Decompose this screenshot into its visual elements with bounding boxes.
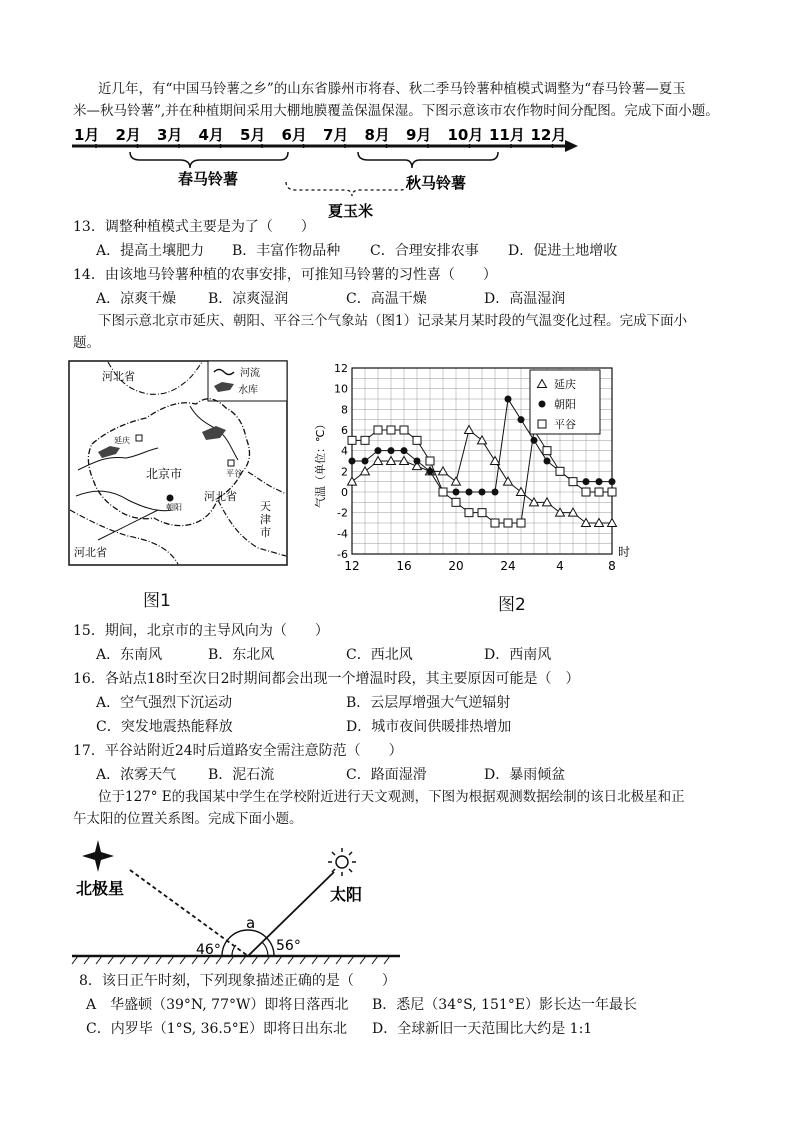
intro-1-line-2: 米—秋马铃薯”,并在种植期间采用大棚地膜覆盖保温保湿。下图示意该市农作物时间分配图。完成下面小题。 <box>73 103 719 119</box>
question-15: 15．期间，北京市的主导风向为（ ） <box>73 623 329 639</box>
question-14: 14．由该地马铃薯种植的农事安排，可推知马铃薯的习性喜（ ） <box>73 267 497 283</box>
spring-potato-label: 春马铃薯 <box>178 170 239 188</box>
q15-option-a: A．东南风 <box>96 647 163 663</box>
month-label: 10月 <box>447 126 484 144</box>
angle-46-label: 46° <box>196 942 221 958</box>
data-point-triangle <box>478 436 487 444</box>
y-tick-label: 10 <box>334 382 348 396</box>
temperature-chart <box>308 358 638 580</box>
q17-option-d: D．暴雨倾盆 <box>484 767 566 783</box>
q16-option-c: C．突发地震热能释放 <box>96 719 233 735</box>
q18-option-d: D．全球新旧一天范围比大约是 1:1 <box>372 1021 593 1037</box>
data-point-circle <box>492 489 499 496</box>
x-unit-label: 时 <box>618 545 631 559</box>
data-point-square <box>608 488 616 496</box>
q17-option-b: B．泥石流 <box>208 767 275 783</box>
map-label-tianjin-3: 市 <box>260 526 271 539</box>
y-tick-label: -4 <box>337 527 348 541</box>
y-tick-label: 0 <box>341 486 348 499</box>
figure-1-caption: 图1 <box>143 591 171 611</box>
month-label: 4月 <box>198 126 224 144</box>
data-point-square <box>452 498 460 506</box>
polaris-label: 北极星 <box>76 879 125 898</box>
data-point-square <box>400 426 408 434</box>
q18-option-c: C．内罗毕（1°S, 36.5°E）即将日出东北 <box>86 1021 348 1037</box>
month-label: 2月 <box>115 126 141 144</box>
y-tick-label: 12 <box>334 362 348 375</box>
q17-option-a: A．浓雾天气 <box>96 767 177 783</box>
legend-marker-square <box>538 420 546 428</box>
data-point-square <box>374 426 382 434</box>
q13-option-b: B．丰富作物品种 <box>232 243 341 259</box>
data-point-triangle <box>543 498 552 506</box>
data-point-circle <box>349 458 356 465</box>
intro-3-line-1: 位于127° E的我国某中学生在学校附近进行天文观测，下图为根据观测数据绘制的该日北极星和正 <box>98 789 685 805</box>
data-point-square <box>413 436 421 444</box>
polaris-star-icon <box>82 840 114 872</box>
data-point-circle <box>401 447 408 454</box>
y-tick-label: -6 <box>337 548 348 561</box>
q14-option-a: A．凉爽干燥 <box>96 291 177 307</box>
data-point-triangle <box>361 467 370 475</box>
chart-y-axis-label: 气温（单位：℃） <box>314 418 327 508</box>
x-tick-label: 12 <box>344 559 360 573</box>
q14-option-b: B．凉爽湿润 <box>208 291 289 307</box>
q13-option-d: D．促进土地增收 <box>508 243 618 259</box>
month-label: 12月 <box>530 126 567 144</box>
data-point-square <box>387 426 395 434</box>
legend-label: 朝阳 <box>554 398 576 411</box>
figure-2-caption: 图2 <box>498 595 526 615</box>
data-point-square <box>465 509 473 517</box>
data-point-triangle <box>504 477 513 485</box>
map-label-tianjin-1: 天 <box>260 500 271 513</box>
legend-marker-circle <box>539 401 546 408</box>
intro-3-line-2: 午太阳的位置关系图。完成下面小题。 <box>73 811 303 827</box>
data-point-circle <box>375 447 382 454</box>
map-label-beijing: 北京市 <box>146 467 183 481</box>
polaris-sun-diagram <box>68 836 408 968</box>
q18-option-b: B．悉尼（34°S, 151°E）影长达一年最长 <box>372 997 638 1013</box>
data-point-square <box>556 467 564 475</box>
map-label-tianjin-2: 津 <box>260 513 271 526</box>
map-label-hebei-north: 河北省 <box>102 370 135 383</box>
question-17: 17．平谷站附近24时后道路安全需注意防范（ ） <box>73 743 403 759</box>
data-point-square <box>478 509 486 517</box>
month-label: 9月 <box>406 126 432 144</box>
data-point-triangle <box>517 488 526 496</box>
data-point-circle <box>609 478 616 485</box>
crop-timeline <box>60 122 590 222</box>
angle-a-label: a <box>246 914 256 932</box>
q13-option-c: C．合理安排农事 <box>370 243 479 259</box>
data-point-circle <box>362 458 369 465</box>
beijing-map <box>68 360 288 566</box>
data-point-circle <box>479 489 486 496</box>
data-point-circle <box>453 489 460 496</box>
data-point-triangle <box>465 426 474 434</box>
q13-option-a: A．提高土壤肥力 <box>96 243 205 259</box>
q18-option-a: A 华盛顿（39°N, 77°W）即将日落西北 <box>86 997 349 1013</box>
q16-option-d: D．城市夜间供暖排热增加 <box>346 719 512 735</box>
x-tick-label: 8 <box>608 559 616 573</box>
data-point-square <box>439 488 447 496</box>
data-point-circle <box>544 458 551 465</box>
data-point-triangle <box>530 498 539 506</box>
sun-icon <box>328 848 356 876</box>
data-point-circle <box>531 437 538 444</box>
data-point-square <box>361 436 369 444</box>
y-tick-label: 4 <box>341 444 348 458</box>
month-label: 7月 <box>323 126 349 144</box>
q17-option-c: C．路面湿滑 <box>346 767 427 783</box>
q15-option-c: C．西北风 <box>346 647 413 663</box>
data-point-circle <box>427 468 434 475</box>
data-point-triangle <box>348 477 357 485</box>
data-point-circle <box>596 478 603 485</box>
sun-label: 太阳 <box>330 885 363 904</box>
q14-option-d: D．高温湿润 <box>484 291 566 307</box>
data-point-circle <box>505 396 512 403</box>
data-point-square <box>426 457 434 465</box>
intro-2-line-2: 题。 <box>73 335 100 351</box>
map-label-hebei-south: 河北省 <box>74 546 107 559</box>
data-point-circle <box>388 447 395 454</box>
data-point-square <box>517 519 525 527</box>
question-18: 8．该日正午时刻，下列现象描述正确的是（ ） <box>79 973 396 989</box>
map-label-yanqing: 延庆 <box>114 436 130 445</box>
data-point-square <box>348 436 356 444</box>
month-label: 5月 <box>240 126 266 144</box>
data-point-circle <box>414 458 421 465</box>
data-point-circle <box>518 416 525 423</box>
y-tick-label: 2 <box>341 465 348 479</box>
q15-option-d: D．西南风 <box>484 647 552 663</box>
x-tick-label: 4 <box>556 559 564 573</box>
question-13: 13．调整种植模式主要是为了（ ） <box>73 219 315 235</box>
data-point-square <box>582 488 590 496</box>
chaoyang-station-icon <box>167 495 174 502</box>
autumn-potato-label: 秋马铃薯 <box>406 174 467 192</box>
month-label: 8月 <box>364 126 390 144</box>
summer-corn-label: 夏玉米 <box>328 202 374 220</box>
angle-56-label: 56° <box>276 938 301 954</box>
data-point-square <box>595 488 603 496</box>
y-tick-label: -2 <box>337 506 348 520</box>
question-16: 16．各站点18时至次日2时期间都会出现一个增温时段，其主要原因可能是（ ） <box>73 671 580 687</box>
data-point-square <box>491 519 499 527</box>
x-tick-label: 16 <box>396 559 412 573</box>
data-point-circle <box>583 478 590 485</box>
q16-option-b: B．云层厚增强大气逆辐射 <box>346 695 511 711</box>
pinggu-station-icon <box>228 460 234 466</box>
data-point-square <box>504 519 512 527</box>
data-point-square <box>543 447 551 455</box>
intro-2-line-1: 下图示意北京市延庆、朝阳、平谷三个气象站（图1）记录某月某时段的气温变化过程。完成下面小 <box>98 313 688 329</box>
q14-option-c: C．高温干燥 <box>346 291 427 307</box>
data-point-circle <box>466 489 473 496</box>
intro-1-line-1: 近几年，有“中国马铃薯之乡”的山东省滕州市将春、秋二季马铃薯种植模式调整为“春马铃薯—夏玉 <box>98 81 686 97</box>
month-label: 3月 <box>157 126 183 144</box>
data-point-triangle <box>491 457 500 465</box>
month-label: 1月 <box>74 126 100 144</box>
yanqing-station-icon <box>136 435 142 441</box>
legend-label: 平谷 <box>554 418 576 431</box>
legend-river-label: 河流 <box>240 368 260 379</box>
data-point-square <box>569 478 577 486</box>
q16-option-a: A．空气强烈下沉运动 <box>96 695 233 711</box>
map-label-chaoyang: 朝阳 <box>166 503 182 512</box>
map-label-hebei-east: 河北省 <box>204 490 237 503</box>
y-tick-label: 8 <box>341 403 348 417</box>
month-label: 6月 <box>281 126 307 144</box>
x-tick-label: 24 <box>500 559 516 573</box>
month-label: 11月 <box>489 126 525 144</box>
x-tick-label: 20 <box>448 559 464 573</box>
q15-option-b: B．东北风 <box>208 647 275 663</box>
legend-reservoir-label: 水库 <box>238 385 258 396</box>
legend-label: 延庆 <box>554 378 576 391</box>
y-tick-label: 6 <box>341 424 348 437</box>
data-point-triangle <box>452 477 461 485</box>
map-label-pinggu: 平谷 <box>226 469 242 478</box>
